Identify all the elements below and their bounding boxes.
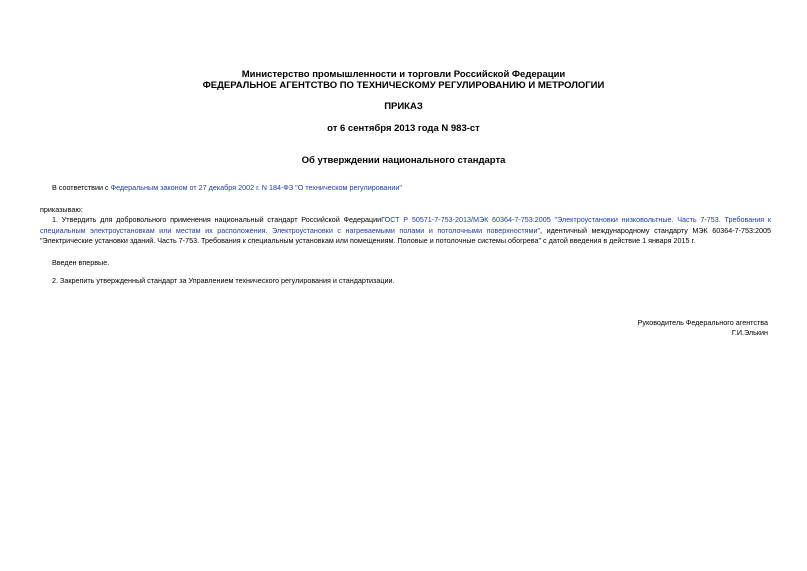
ministry-heading: Министерство промышленности и торговли Российской Федерации [241, 69, 566, 80]
order-word: приказываю: [40, 205, 83, 214]
item-2-paragraph: 2. Закрепить утвержденный стандарт за Управлением технического регулирования и стандартизации. [52, 276, 395, 285]
intro-prefix: В соответствии с [52, 183, 111, 192]
agency-heading: ФЕДЕРАЛЬНОЕ АГЕНТСТВО ПО ТЕХНИЧЕСКОМУ РЕГУЛИРОВАНИЮ И МЕТРОЛОГИИ [202, 80, 605, 91]
item-1-text-start: 1. Утвердить для добровольного применения национальный стандарт Российской Федерации [52, 215, 382, 224]
gost-standard-link[interactable]: ГОСТ Р 50571-7-753-2013/МЭК 60364-7-753:2005 "Электроустановки низковольтные. Часть 7-753. Требования к специальным электроустановкам или местам их расположения. Электроустановки с нагреваемыми полами и потолочными поверхностями" [40, 215, 771, 235]
introduced-note: Введен впервые. [52, 258, 110, 267]
doc-type-heading: ПРИКАЗ [384, 101, 423, 112]
federal-law-link[interactable]: Федеральным законом от 27 декабря 2002 г. N 184-ФЗ "О техническом регулировании" [110, 183, 402, 192]
document-title: Об утверждении национального стандарта [301, 155, 506, 166]
signature-name: Г.И.Элькин [731, 328, 768, 337]
signature-position: Руководитель Федерального агентства [637, 318, 768, 327]
intro-paragraph [52, 183, 772, 194]
item-1-paragraph [40, 215, 771, 247]
item-1-text-end: , идентичный международному стандарту МЭК 60364-7-753:2005 "Электрические установки зданий. Часть 7-753. Требования к специальным установкам или помещениям. Половые и потолочные системы обогрева" с датой введения в действие 1 января 2015 г. [40, 225, 771, 245]
date-number-heading: от 6 сентября 2013 года N 983-ст [327, 123, 480, 134]
